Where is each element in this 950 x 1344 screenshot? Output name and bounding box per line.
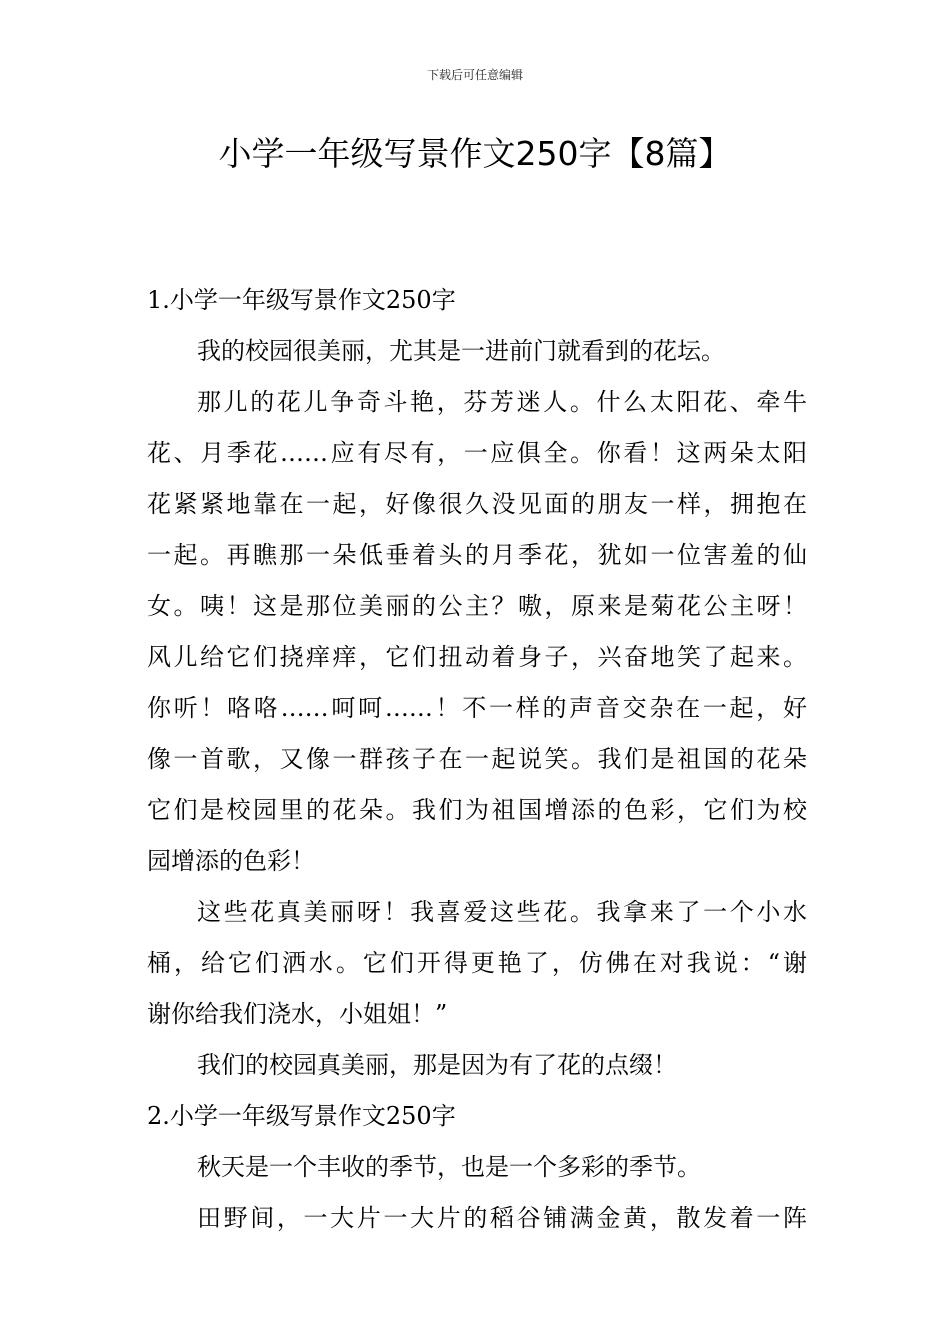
section-heading: 1.小学一年级写景作文250字 bbox=[147, 286, 456, 314]
paragraph-line: 我们的校园真美丽，那是因为有了花的点缀！ bbox=[197, 1051, 677, 1079]
paragraph-line: 秋天是一个丰收的季节，也是一个多彩的季节。 bbox=[197, 1153, 701, 1181]
paragraph-line: 风儿给它们挠痒痒，它们扭动着身子，兴奋地笑了起来。 bbox=[147, 643, 807, 671]
section-heading: 2.小学一年级写景作文250字 bbox=[147, 1102, 456, 1130]
paragraph-line: 桶，给它们洒水。它们开得更艳了，仿佛在对我说：“谢 bbox=[147, 949, 807, 977]
paragraph-line: 我的校园很美丽，尤其是一进前门就看到的花坛。 bbox=[197, 337, 725, 365]
paragraph-line: 它们是校园里的花朵。我们为祖国增添的色彩，它们为校 bbox=[147, 796, 807, 824]
paragraph-line: 园增添的色彩！ bbox=[147, 847, 315, 875]
paragraph-line: 那儿的花儿争奇斗艳，芬芳迷人。什么太阳花、牵牛 bbox=[197, 388, 807, 416]
paragraph-line: 田野间，一大片一大片的稻谷铺满金黄，散发着一阵 bbox=[197, 1204, 807, 1232]
paragraph-line: 一起。再瞧那一朵低垂着头的月季花，犹如一位害羞的仙 bbox=[147, 541, 807, 569]
paragraph-line: 谢你给我们浇水，小姐姐！” bbox=[147, 1000, 448, 1028]
paragraph-line: 女。咦！这是那位美丽的公主？嗷，原来是菊花公主呀！ bbox=[147, 592, 807, 620]
paragraph-line: 花紧紧地靠在一起，好像很久没见面的朋友一样，拥抱在 bbox=[147, 490, 807, 518]
document-title: 小学一年级写景作文250字【8篇】 bbox=[218, 134, 732, 173]
paragraph-line: 花、月季花……应有尽有，一应俱全。你看！这两朵太阳 bbox=[147, 439, 807, 467]
header-note: 下载后可任意编辑 bbox=[426, 68, 523, 82]
document-body bbox=[147, 280, 807, 1249]
paragraph-line: 像一首歌，又像一群孩子在一起说笑。我们是祖国的花朵 bbox=[147, 745, 807, 773]
paragraph-line: 你听！咯咯……呵呵……！不一样的声音交杂在一起，好 bbox=[147, 694, 807, 722]
paragraph-line: 这些花真美丽呀！我喜爱这些花。我拿来了一个小水 bbox=[197, 898, 807, 926]
